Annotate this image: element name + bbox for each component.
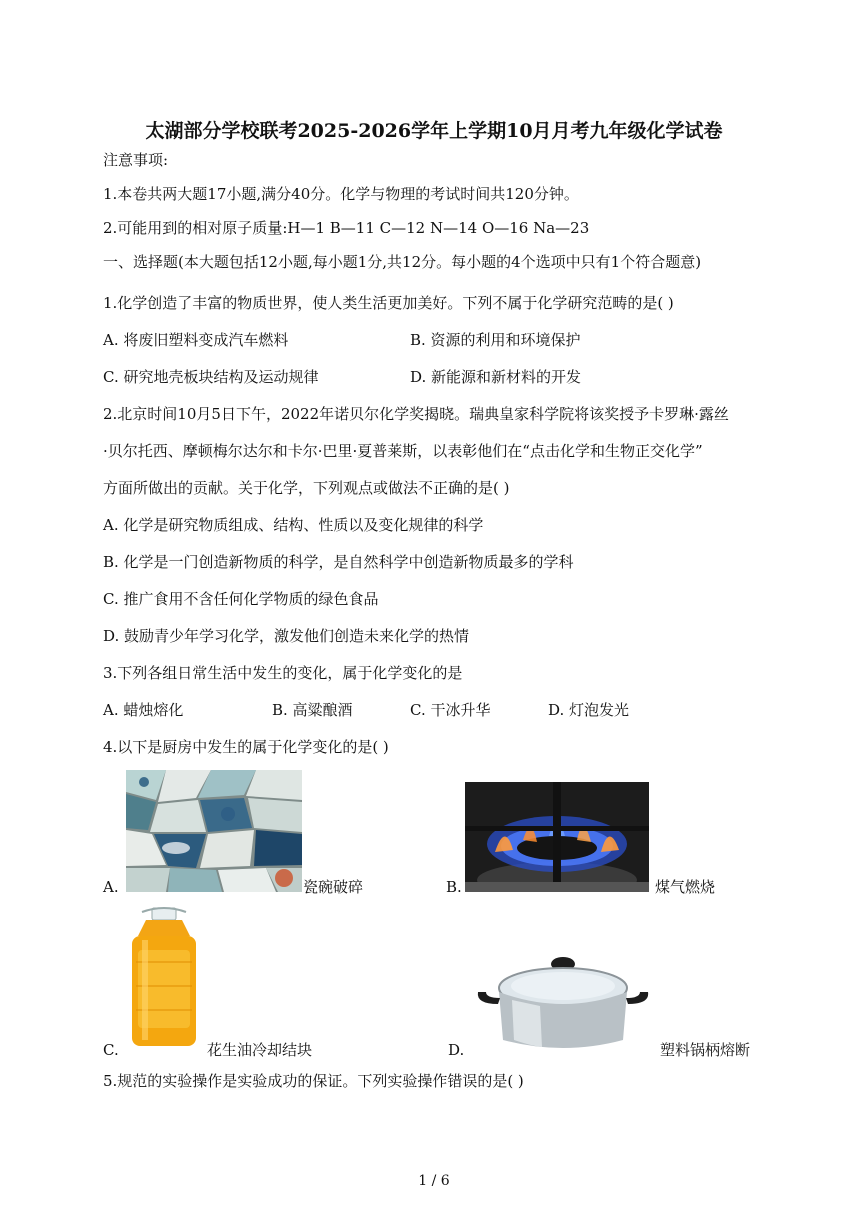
question-3-option-a: A. 蜡烛熔化 [103,701,184,719]
question-1-option-a: A. 将废旧塑料变成汽车燃料 [103,331,289,349]
question-2-option-b: B. 化学是一门创造新物质的科学，是自然科学中创造新物质最多的学科 [103,553,574,571]
question-1-stem: 1.化学创造了丰富的物质世界，使人类生活更加美好。下列不属于化学研究范畴的是( ) [103,294,674,312]
question-4-stem: 4.以下是厨房中发生的属于化学变化的是( ) [103,738,389,756]
question-3-option-c: C. 干冰升华 [410,701,491,719]
question-2-option-c: C. 推广食用不含任何化学物质的绿色食品 [103,590,379,608]
notice-heading: 注意事项: [103,151,169,169]
pot-image [472,944,654,1054]
question-4-option-a-letter: A. [103,878,119,896]
question-3-option-d: D. 灯泡发光 [548,701,630,719]
question-1-option-d: D. 新能源和新材料的开发 [410,368,582,386]
question-4-option-a-text: 瓷碗破碎 [303,878,364,896]
question-2-line-2: ·贝尔托西、摩顿梅尔达尔和卡尔·巴里·夏普莱斯，以表彰他们在“点击化学和生物正交化学” [103,442,703,460]
question-3-stem: 3.下列各组日常生活中发生的变化，属于化学变化的是 [103,664,463,682]
notice-item-1: 1.本卷共两大题17小题,满分40分。化学与物理的考试时间共120分钟。 [103,185,579,203]
question-4-option-d-letter: D. [448,1041,465,1059]
broken-bowl-image [126,770,302,892]
question-4-option-b-text: 煤气燃烧 [655,878,716,896]
page-number: 1 / 6 [418,1173,450,1189]
question-1-option-c: C. 研究地壳板块结构及运动规律 [103,368,319,386]
question-4-option-c-text: 花生油冷却结块 [207,1041,313,1059]
question-4-option-c-letter: C. [103,1041,119,1059]
section-heading: 一、选择题(本大题包括12小题,每小题1分,共12分。每小题的4个选项中只有1个符合题意) [103,253,702,271]
notice-item-2: 2.可能用到的相对原子质量:H—1 B—11 C—12 N—14 O—16 Na—23 [103,219,590,237]
question-2-option-a: A. 化学是研究物质组成、结构、性质以及变化规律的科学 [103,516,484,534]
question-4-option-b-letter: B. [446,878,462,896]
question-2-option-d: D. 鼓励青少年学习化学，激发他们创造未来化学的热情 [103,627,470,645]
question-2-line-1: 2.北京时间10月5日下午，2022年诺贝尔化学奖揭晓。瑞典皇家科学院将该奖授予卡罗琳·露丝 [103,405,729,423]
question-1-option-b: B. 资源的利用和环境保护 [410,331,581,349]
question-2-line-3: 方面所做出的贡献。关于化学，下列观点或做法不正确的是( ) [103,479,510,497]
question-4-option-d-text: 塑料锅柄熔断 [660,1041,751,1059]
question-3-option-b: B. 高粱酿酒 [272,701,353,719]
question-5-stem: 5.规范的实验操作是实验成功的保证。下列实验操作错误的是( ) [103,1072,524,1090]
oil-bottle-image [124,906,204,1050]
gas-flame-image [465,782,649,892]
exam-title: 太湖部分学校联考2025-2026学年上学期10月月考九年级化学试卷 [145,120,723,142]
